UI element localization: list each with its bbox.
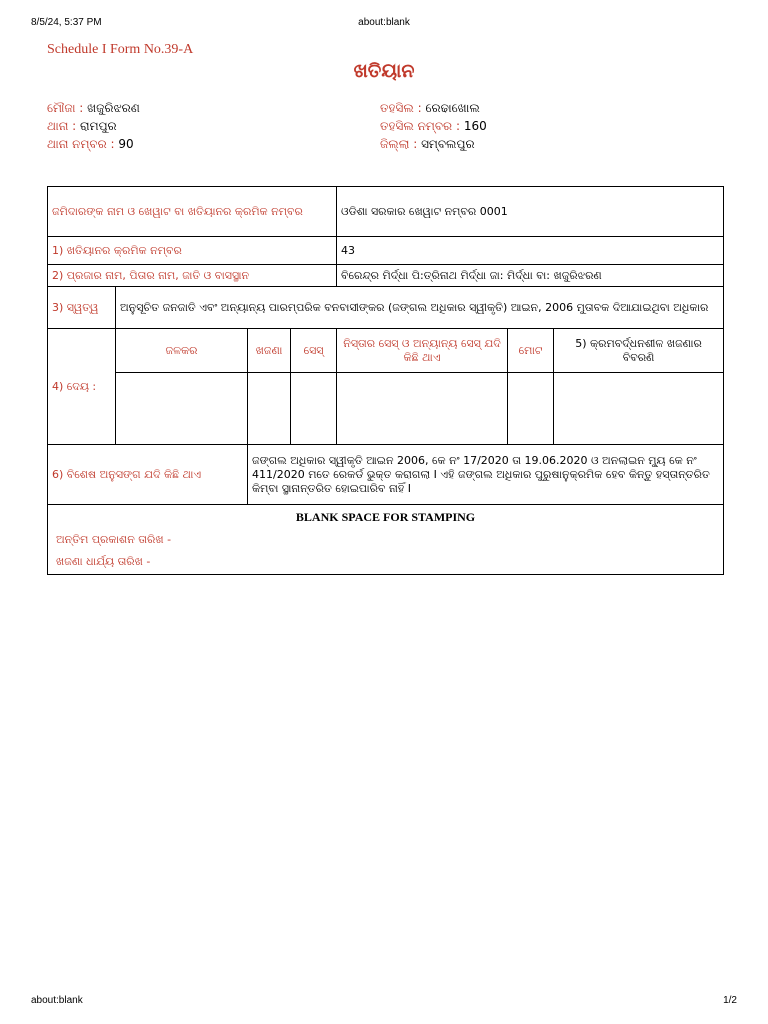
- progressive-rent-header: 5) କ୍ରମବର୍ଦ୍ଧନଶୀଳ ଖଜଣାର ବିବରଣି: [554, 329, 724, 373]
- thana-number-row: [47, 135, 140, 153]
- tenant-label-cell: 2) ପ୍ରଜାର ନାମ, ପିତାର ନାମ, ଜାତି ଓ ବାସସ୍ଥାନ: [48, 265, 337, 287]
- info-right-block: [380, 99, 487, 153]
- thana-number-label: ଥାନା ନମ୍ବର :: [47, 137, 115, 151]
- rent-assessment-date: ଖଜଣା ଧାର୍ଯ୍ୟ ତାରିଖ -: [56, 555, 151, 568]
- district-value: ସମ୍ବଲପୁର: [421, 137, 475, 151]
- tahasil-row: [380, 99, 487, 117]
- tahasil-number-value: 160: [463, 119, 487, 133]
- table-row: [48, 287, 724, 329]
- total-cell: [508, 373, 554, 445]
- table-row: [48, 445, 724, 505]
- table-row: [48, 505, 724, 575]
- stamping-title: BLANK SPACE FOR STAMPING: [295, 510, 476, 524]
- table-row: [48, 237, 724, 265]
- khatiyan-table: [47, 186, 724, 575]
- mouza-value: ଖଜୁରିଝରଣ: [87, 101, 140, 115]
- print-footer-url: about:blank: [31, 995, 83, 1006]
- khatiyan-serial-label-cell: 1) ଖତିୟାନର କ୍ରମିକ ନମ୍ବର: [48, 237, 337, 265]
- rights-value-cell: ଅନୁସୂଚିତ ଜନଜାତି ଏବଂ ଅନ୍ୟାନ୍ୟ ପାରମ୍ପରିକ ବନବାସୀଙ୍କର (ଜଙ୍ଗଲ ଅଧିକାର ସ୍ୱୀକୃତି) ଆଇନ, 2006 ମୁତାବକ ଦିଆଯାଇଥିବା ଅଧିକାର: [116, 287, 724, 329]
- ses-cell: [291, 373, 337, 445]
- landlord-value-cell: ଓଡିଶା ସରକାର ଖେୱାଟ ନମ୍ବର 0001: [337, 187, 724, 237]
- special-note-value-cell: ଜଙ୍ଗଲ ଅଧିକାର ସ୍ୱୀକୃତି ଆଇନ 2006, କେ ନଂ 17/2020 ତା 19.06.2020 ଓ ଅନଲାଇନ ମ୍ୟୁ କେ ନଂ 411/2020 ମତେ ରେକର୍ଡ ଭୁକ୍ତ କରାଗଲା I ଏହି ଜଙ୍ଗଲ ଅଧିକାର ପୁରୁଷାନୁକ୍ରମିକ ହେବ କିନ୍ତୁ ହସ୍ତାନ୍ତରିତ କିମ୍ବା ସ୍ଥାନାନ୍ତରିତ ହୋଇପାରିବ ନାହିଁ I: [248, 445, 724, 505]
- total-header: ମୋଟ: [508, 329, 554, 373]
- jalakar-cell: [116, 373, 248, 445]
- thana-number-value: 90: [118, 137, 134, 151]
- nistar-ses-cell: [337, 373, 508, 445]
- final-publication-date: ଅନ୍ତିମ ପ୍ରକାଶନ ତାରିଖ -: [56, 533, 172, 546]
- document-title: ଖତିୟାନ: [353, 60, 415, 82]
- table-row: [48, 329, 724, 373]
- mouza-row: [47, 99, 140, 117]
- district-label: ଜିଲ୍ଲା :: [380, 137, 418, 151]
- khajana-cell: [248, 373, 291, 445]
- tahasil-value: ରେଢାଖୋଲ: [425, 101, 480, 115]
- info-left-block: [47, 99, 140, 153]
- schedule-form-number: Schedule I Form No.39-A: [47, 42, 194, 57]
- landlord-label-cell: ଜମିଦାରଙ୍କ ନାମ ଓ ଖେୱାଟ ବା ଖତିୟାନର କ୍ରମିକ ନମ୍ବର: [48, 187, 337, 237]
- khajana-header: ଖଜଣା: [248, 329, 291, 373]
- ses-header: ସେସ୍: [291, 329, 337, 373]
- print-datetime: 8/5/24, 5:37 PM: [31, 17, 102, 28]
- stamping-area: [48, 505, 724, 575]
- mouza-label: ମୌଜା :: [47, 101, 84, 115]
- khatiyan-serial-value-cell: 43: [337, 237, 724, 265]
- table-row: [48, 265, 724, 287]
- nistar-ses-header: ନିସ୍ତାର ସେସ୍ ଓ ଅନ୍ୟାନ୍ୟ ସେସ୍ ଯଦି କିଛି ଥାଏ: [337, 329, 508, 373]
- dues-label-cell: 4) ଦେୟ :: [48, 329, 116, 445]
- special-note-label-cell: 6) ବିଶେଷ ଅନୁସଙ୍ଗ ଯଦି କିଛି ଥାଏ: [48, 445, 248, 505]
- thana-row: [47, 117, 140, 135]
- tahasil-number-label: ତହସିଲ ନମ୍ବର :: [380, 119, 461, 133]
- tahasil-number-row: [380, 117, 487, 135]
- tenant-value-cell: ବିରେନ୍ଦ୍ର ମିର୍ଦ୍ଧା ପି:ତ୍ରିନାଥ ମିର୍ଦ୍ଧା ଜା: ମିର୍ଦ୍ଧା ବା: ଖଜୁରିଝରଣ: [337, 265, 724, 287]
- progressive-rent-cell: [554, 373, 724, 445]
- jalakar-header: ଜଳକର: [116, 329, 248, 373]
- table-row: [48, 373, 724, 445]
- print-page-number: 1/2: [723, 995, 737, 1006]
- thana-value: ରାମପୁର: [80, 119, 117, 133]
- rights-label-cell: 3) ସ୍ୱତ୍ୱ: [48, 287, 116, 329]
- table-row: [48, 187, 724, 237]
- district-row: [380, 135, 487, 153]
- print-page-title: about:blank: [358, 17, 410, 28]
- tahasil-label: ତହସିଲ :: [380, 101, 422, 115]
- thana-label: ଥାନା :: [47, 119, 77, 133]
